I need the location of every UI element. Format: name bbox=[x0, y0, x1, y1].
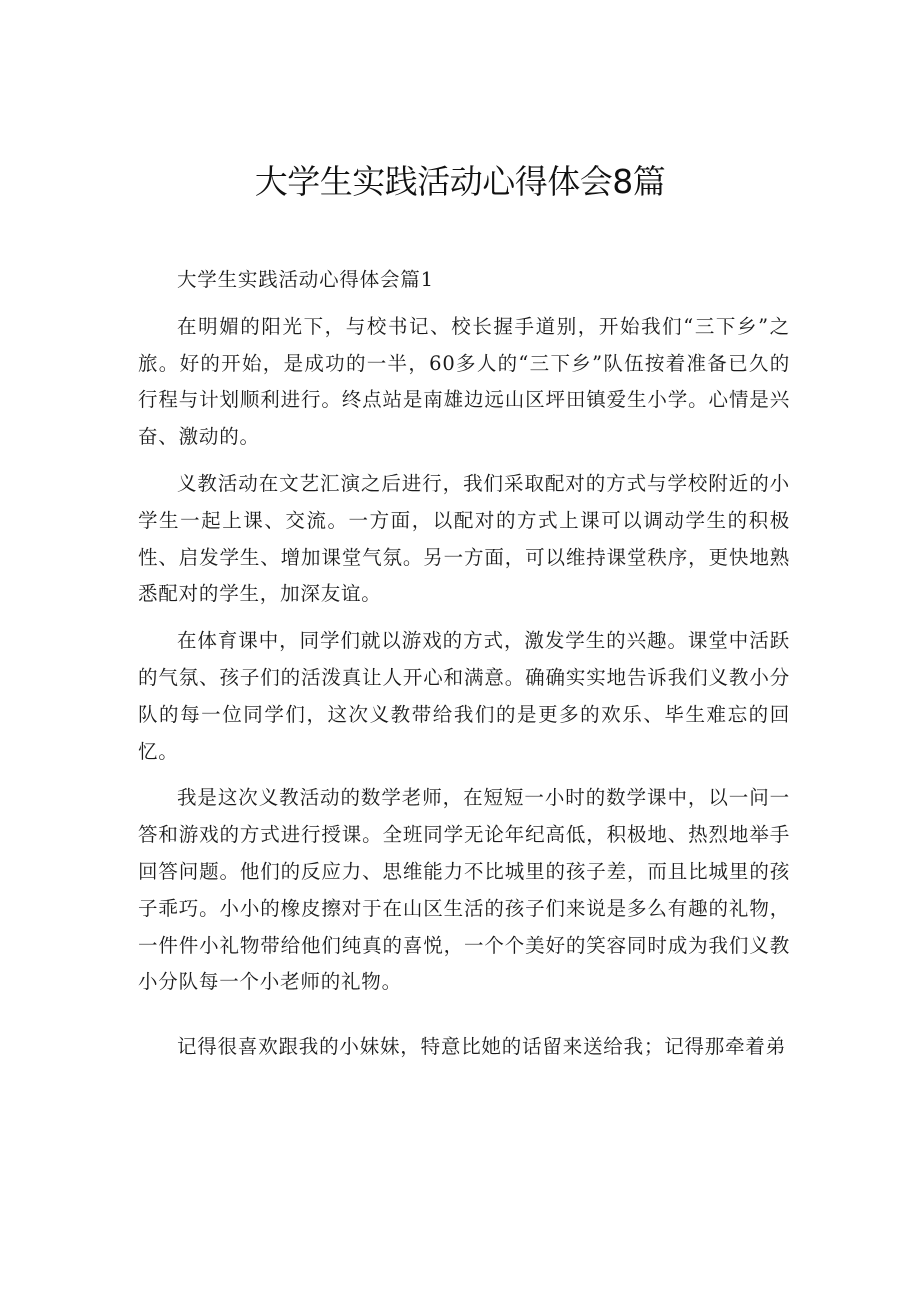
section-heading: 大学生实践活动心得体会篇1 bbox=[177, 268, 434, 291]
document-body bbox=[138, 262, 790, 1066]
paragraph-2: 义教活动在文艺汇演之后进行，我们采取配对的方式与学校附近的小学生一起上课、交流。一方面，以配对的方式上课可以调动学生的积极性、启发学生、增加课堂气氛。另一方面，可以维持课堂秩序，更快地熟悉配对的学生，加深友谊。 bbox=[138, 471, 790, 606]
paragraph-1: 在明媚的阳光下，与校书记、校长握手道别，开始我们“三下乡”之旅。好的开始，是成功的一半，60多人的“三下乡”队伍按着准备已久的行程与计划顺利进行。终点站是南雄边远山区坪田镇爱生小学。心情是兴奋、激动的。 bbox=[138, 314, 790, 449]
paragraph-3: 在体育课中，同学们就以游戏的方式，激发学生的兴趣。课堂中活跃的气氛、孩子们的活泼真让人开心和满意。确确实实地告诉我们义教小分队的每一位同学们，这次义教带给我们的是更多的欢乐、毕生难忘的回忆。 bbox=[138, 629, 790, 763]
paragraph-5: 记得很喜欢跟我的小妹妹，特意比她的话留来送给我；记得那牵着弟 bbox=[177, 1035, 787, 1059]
document-title: 大学生实践活动心得体会8篇 bbox=[254, 162, 666, 201]
paragraph-4: 我是这次义教活动的数学老师，在短短一小时的数学课中，以一问一答和游戏的方式进行授课。全班同学无论年纪高低，积极地、热烈地举手回答问题。他们的反应力、思维能力不比城里的孩子差，而且比城里的孩子乖巧。小小的橡皮擦对于在山区生活的孩子们来说是多么有趣的礼物，一件件小礼物带给他们纯真的喜悦，一个个美好的笑容同时成为我们义教小分队每一个小老师的礼物。 bbox=[138, 786, 790, 994]
